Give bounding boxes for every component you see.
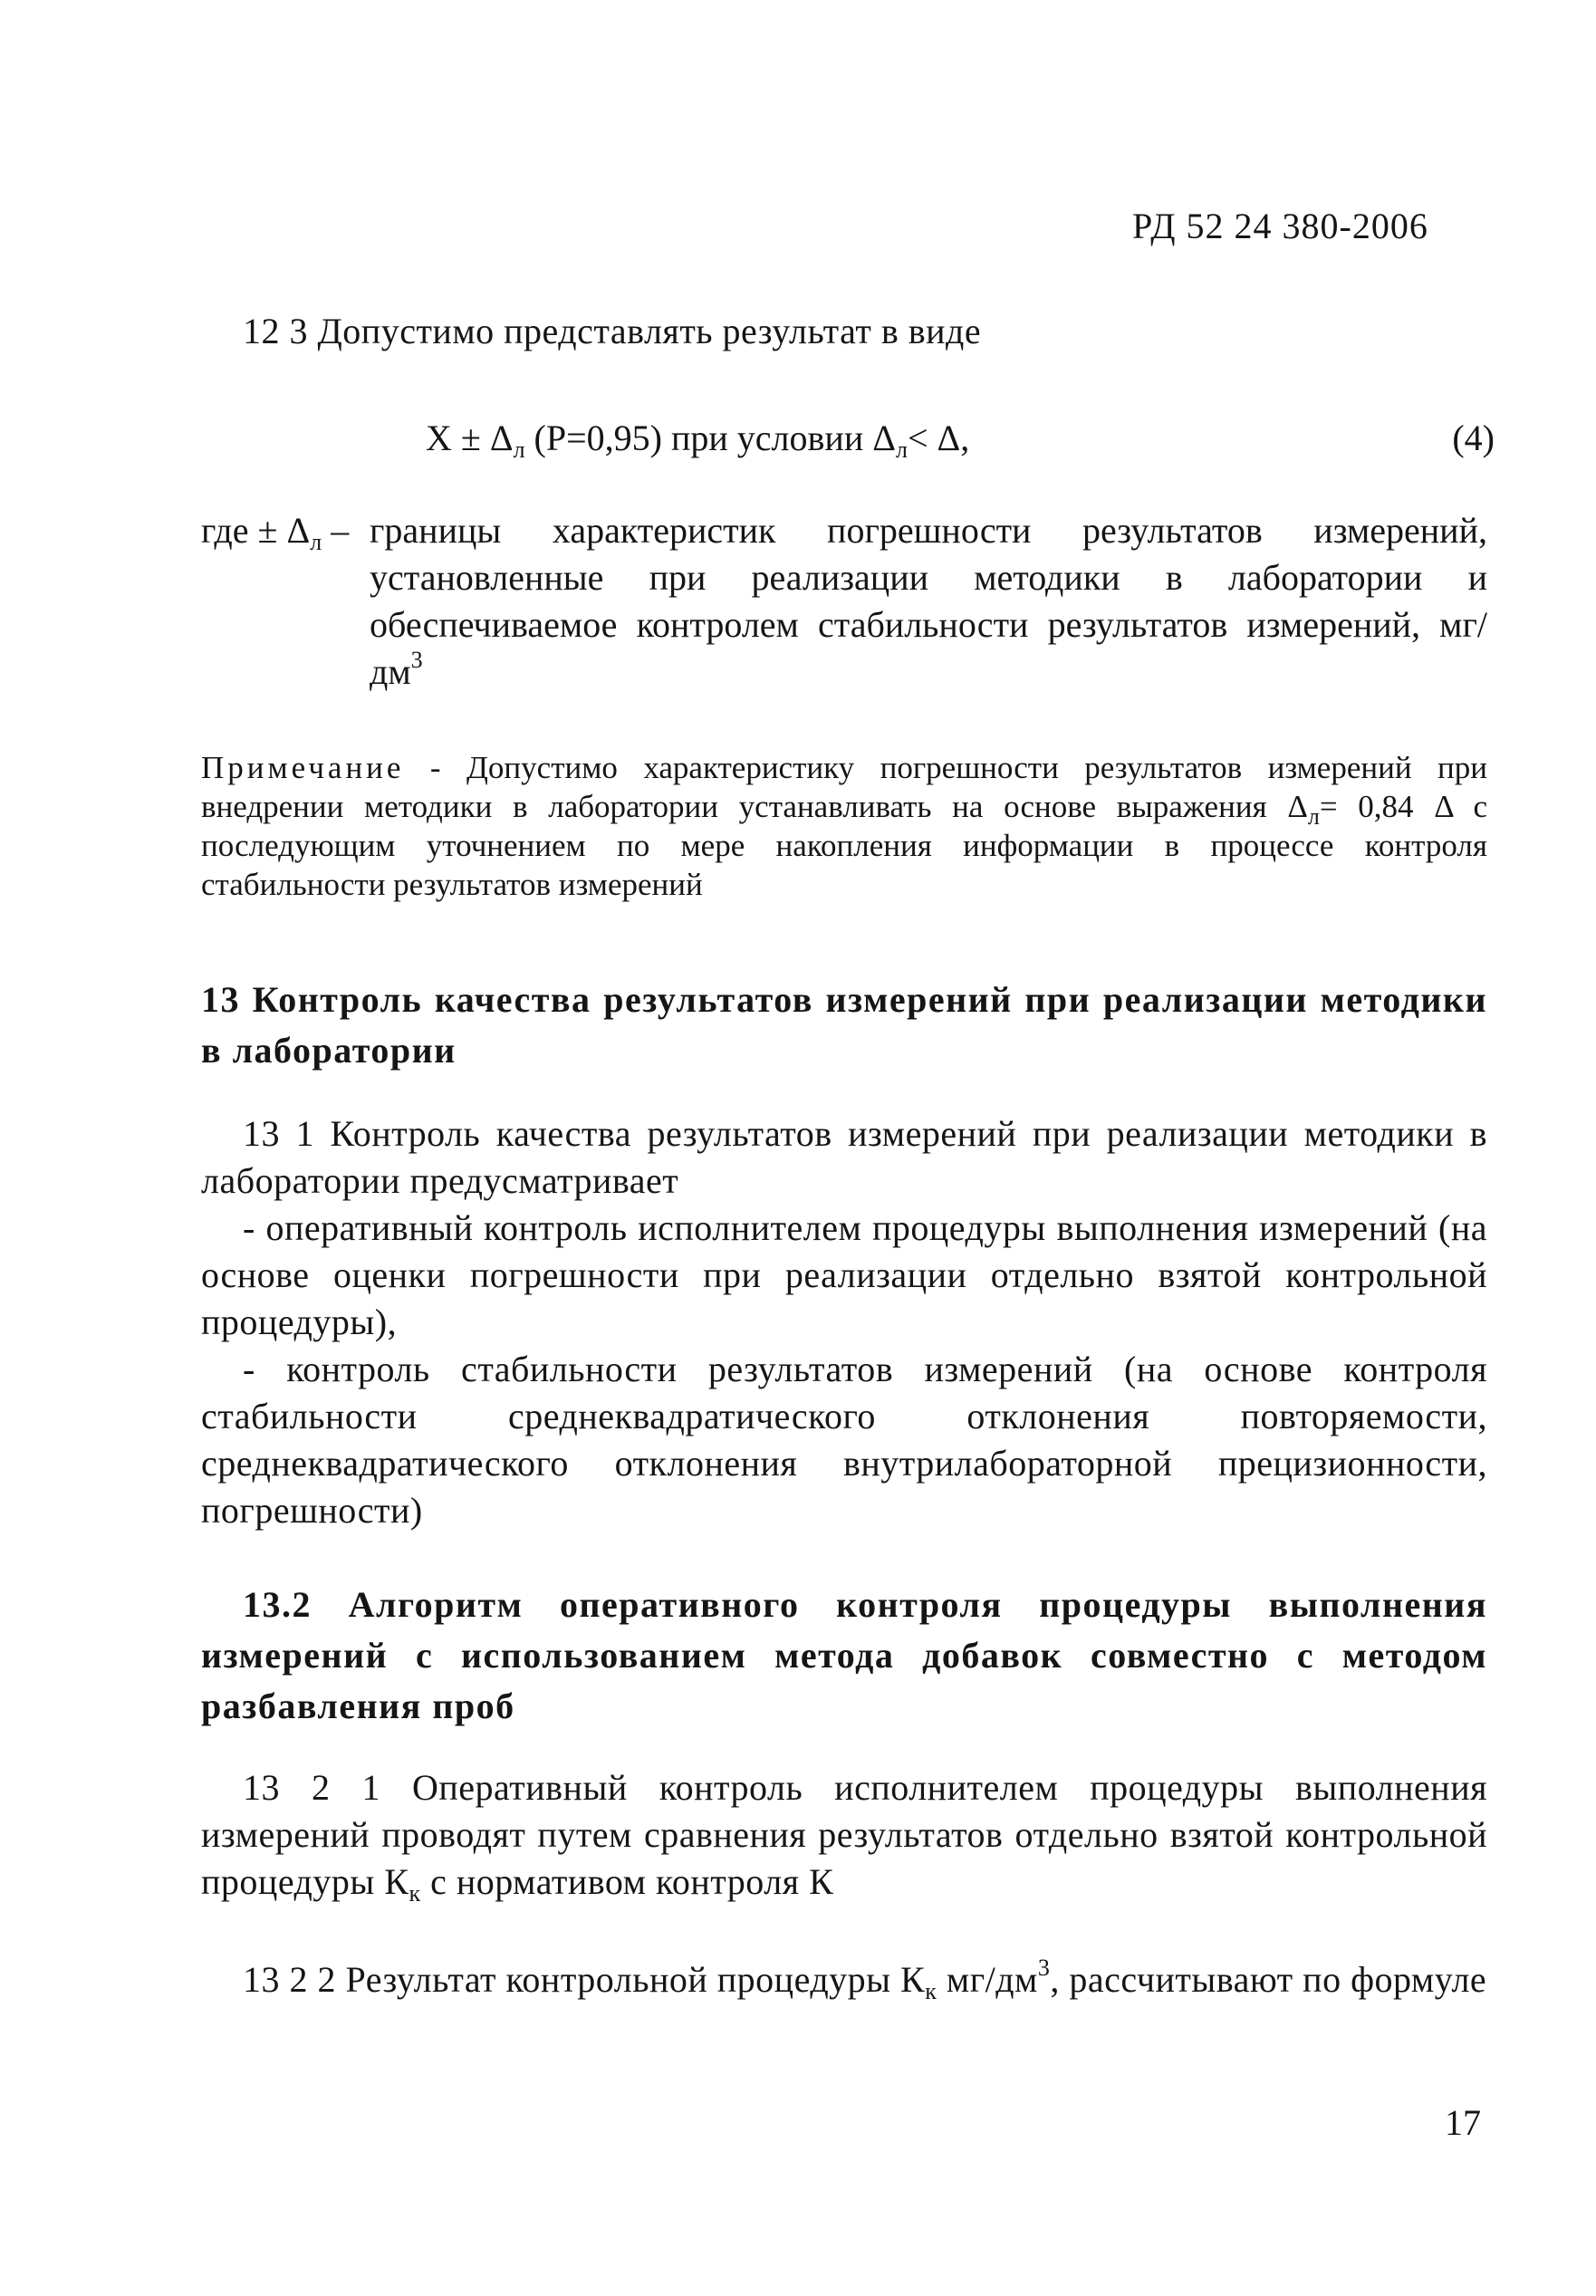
note-label: Примечание — [201, 750, 405, 785]
formula-part: < Δ, — [907, 418, 970, 458]
formula-part: X ± Δ — [426, 418, 514, 458]
where-label-text: где ± Δ — [201, 510, 311, 551]
clause-13-2-2-text: мг/дм — [937, 1959, 1038, 2000]
document-code: РД 52 24 380-2006 — [1132, 206, 1428, 246]
clause-12-3 — [243, 308, 1493, 355]
section-13-title: 13 Контроль качества результатов измерений при реализации методики в лаборатории — [201, 979, 1487, 1071]
where-label-subscript: л — [310, 529, 322, 555]
where-label — [201, 507, 349, 554]
clause-13-1-item-1: - оперативный контроль исполнителем процедуры выполнения измерений (на основе оценки погрешности при реализации отдельно взятой контрольной процедуры), — [201, 1207, 1487, 1342]
formula-subscript: л — [895, 437, 908, 463]
clause-13-2-2-text: 13 2 2 Результат контрольной процедуры К — [243, 1959, 926, 2000]
note-text: = 0,84 Δ с последующим уточнением по мере накопления информации в процессе контроля стабильности результатов измерений — [201, 789, 1487, 902]
clause-13-2-1 — [201, 1764, 1487, 1906]
clause-13-1-item-2: - контроль стабильности результатов измерений (на основе контроля стабильности среднеквадратического отклонения повторяемости, среднеквадратического отклонения внутрилабораторной прецизионности, погрешности) — [201, 1349, 1487, 1531]
page-number: 17 — [1445, 2102, 1481, 2143]
clause-13-2-2-subscript: к — [925, 1978, 937, 2004]
where-text — [370, 507, 1487, 696]
note-subscript: л — [1307, 803, 1320, 830]
where-label-dash: – — [322, 510, 350, 551]
formula-4 — [426, 417, 1495, 463]
clause-13-2-1-subscript: к — [409, 1880, 421, 1907]
formula-number: (4) — [1452, 418, 1495, 458]
clause-13-2-1-text: с нормативом контроля К — [420, 1861, 834, 1902]
clause-13-2-2-superscript: 3 — [1037, 1955, 1051, 1981]
formula-subscript: л — [513, 437, 525, 463]
note-text: - Допустимо характеристику погрешности результатов измерений при внедрении методики в лаборатории устанавливать на основе выражения Δ — [201, 750, 1487, 824]
where-text-body: границы характеристик погрешности результатов измерений, установленные при реализации методики в лаборатории и обеспечиваемое контролем стабильности результатов измерений, мг/дм — [370, 510, 1487, 692]
clause-13-2-1-text: 13 2 1 Оперативный контроль исполнителем процедуры выполнения измерений проводят путем сравнения результатов отдельно взятой контрольной процедуры К — [201, 1767, 1487, 1902]
where-text-superscript: 3 — [410, 647, 423, 673]
section-13-2-title: 13.2 Алгоритм оперативного контроля процедуры выполнения измерений с использованием метода добавок совместно с методом разбавления проб — [201, 1584, 1487, 1726]
formula-part: (P=0,95) при условии Δ — [524, 418, 896, 458]
clause-13-1-intro: 13 1 Контроль качества результатов измерений при реализации методики в лаборатории предусматривает — [201, 1113, 1487, 1201]
note — [201, 748, 1487, 904]
clause-13-2-2 — [201, 1956, 1487, 2003]
clause-12-3-text: 12 3 Допустимо представлять результат в виде — [243, 311, 982, 351]
clause-13-2-2-text: , рассчитывают по формуле — [1050, 1959, 1487, 2000]
